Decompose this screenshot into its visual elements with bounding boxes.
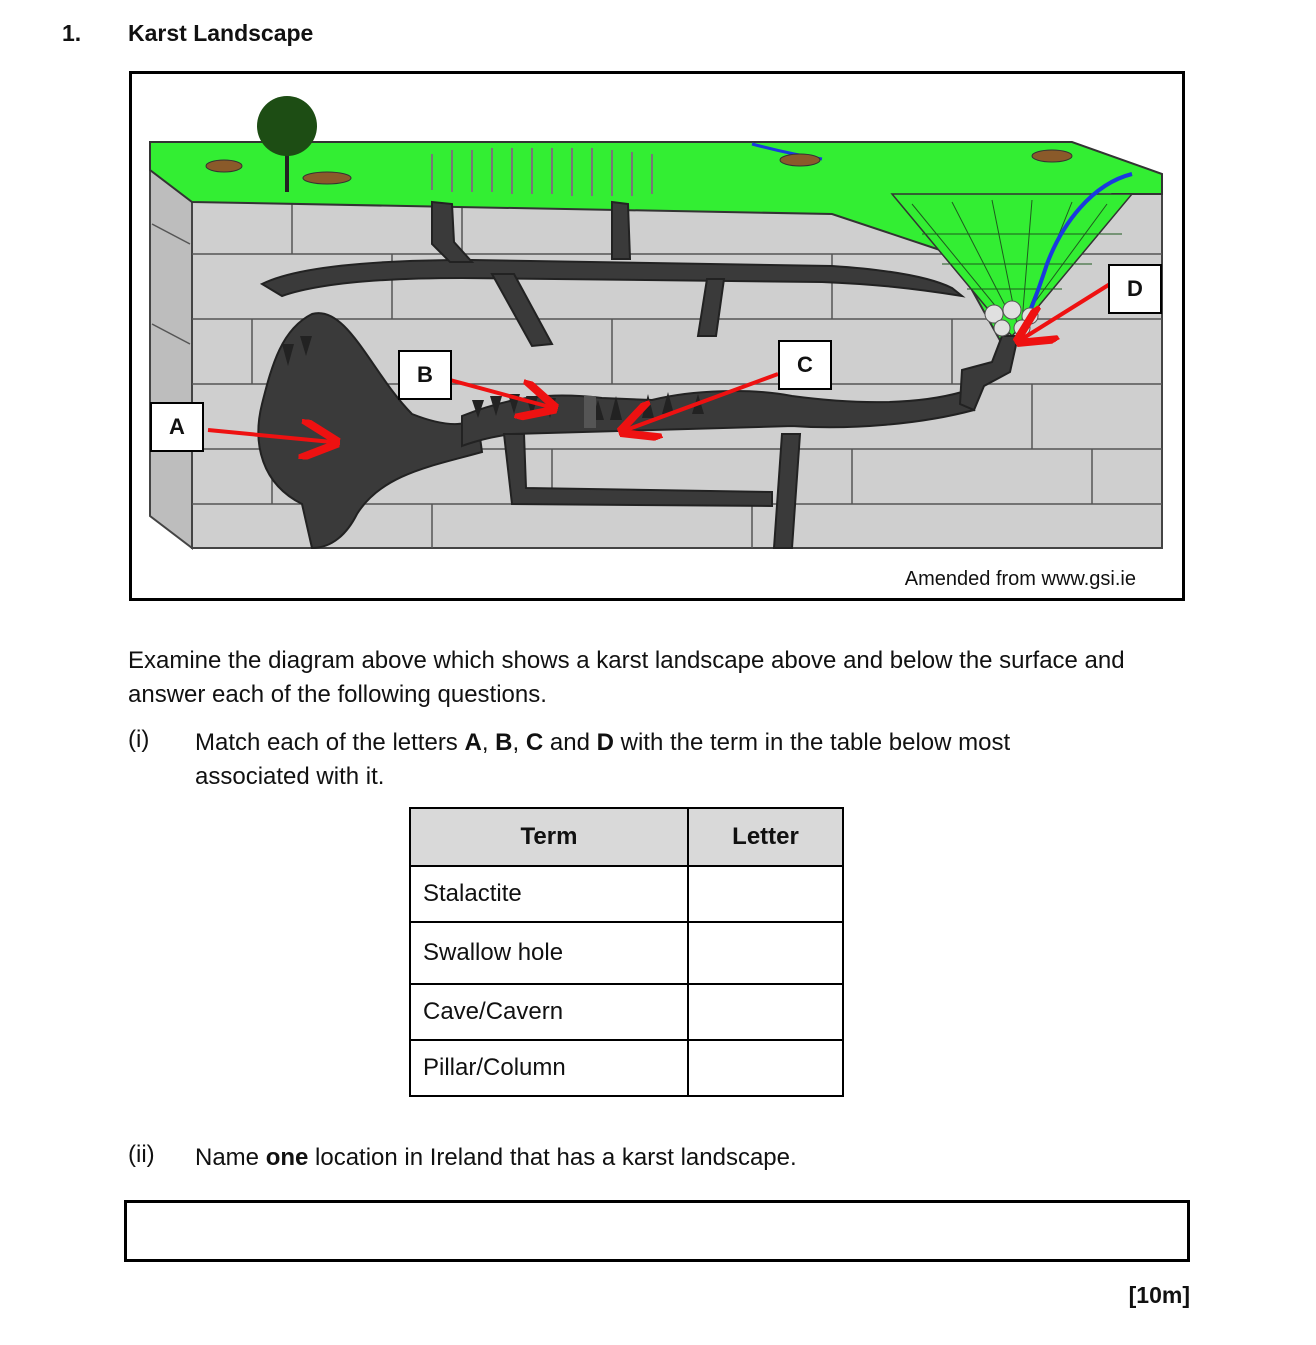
karst-diagram — [129, 71, 1185, 601]
terms-table — [409, 807, 844, 1097]
table-row — [410, 1040, 843, 1096]
label-b: B — [398, 350, 452, 400]
term-cell: Swallow hole — [410, 922, 688, 984]
part-i-text: Match each of the letters A, B, C and D with the term in the table below most associated with it. — [195, 729, 1011, 790]
label-a: A — [150, 402, 204, 452]
shaft-2 — [612, 202, 630, 259]
answer-box[interactable] — [124, 1200, 1190, 1262]
part-ii-label: (ii) — [128, 1141, 155, 1168]
header-letter: Letter — [688, 808, 843, 866]
label-c: C — [778, 340, 832, 390]
term-cell: Stalactite — [410, 866, 688, 922]
letter-answer-cell[interactable] — [688, 922, 843, 984]
intro-text: Examine the diagram above which shows a karst landscape above and below the surface and answer each of the following questions. — [128, 647, 1125, 708]
karst-diagram-drawing — [132, 74, 1182, 598]
table-header-row — [410, 808, 843, 866]
table-row — [410, 984, 843, 1040]
label-d: D — [1108, 264, 1162, 314]
tree-crown — [257, 96, 317, 156]
term-cell: Pillar/Column — [410, 1040, 688, 1096]
marks-label: [10m] — [1128, 1282, 1190, 1308]
figure-credit: Amended from www.gsi.ie — [904, 568, 1136, 590]
question-title: Karst Landscape — [128, 20, 314, 46]
rock-block-side — [150, 162, 192, 548]
table-row — [410, 922, 843, 984]
letter-answer-cell[interactable] — [688, 1040, 843, 1096]
header-term: Term — [410, 808, 688, 866]
letter-answer-cell[interactable] — [688, 984, 843, 1040]
term-cell: Cave/Cavern — [410, 984, 688, 1040]
part-ii-text: Name one location in Ireland that has a karst landscape. — [195, 1144, 797, 1171]
letter-answer-cell[interactable] — [688, 866, 843, 922]
pillar-column — [584, 396, 596, 428]
part-i-label: (i) — [128, 726, 150, 753]
table-row — [410, 866, 843, 922]
question-number: 1. — [62, 20, 82, 46]
